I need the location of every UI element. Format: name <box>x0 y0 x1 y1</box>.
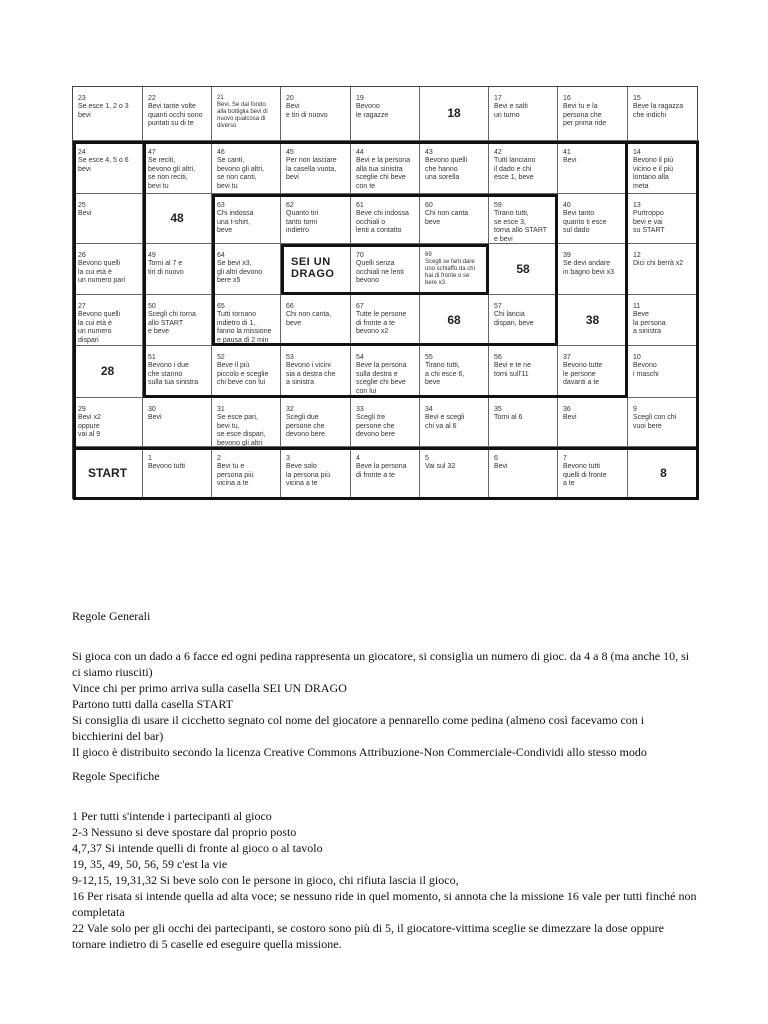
general-rule: Si gioca con un dado a 6 facce ed ogni pedina rappresenta un giocatore, si consiglia un numero di gioc. da 4 a 8 (ma anche 10, si ci siamo riusciti) <box>72 649 690 679</box>
specific-rule: 1 Per tutti s'intende i partecipanti al gioco <box>72 809 272 823</box>
board-square: 68 <box>420 295 489 346</box>
board-square: 7 Bevono tutti quelli di fronte a te <box>558 447 628 500</box>
board-square: 31 Se esce pari, bevi tu, se esce dispari, bevono gli altri <box>212 398 281 447</box>
board-square: 8 <box>660 466 667 481</box>
board-square: 4 Beve la persona di fronte a te <box>351 447 420 500</box>
specific-rule: 9-12,15, 19,31,32 Si beve solo con le persone in gioco, chi rifiuta lascia il gioco, <box>72 873 459 887</box>
specific-rule: 22 Vale solo per gli occhi dei partecipanti, se costoro sono più di 5, il giocatore-vittima sceglie se dimezzare la dose oppure tornare indietro di 5 caselle ed eseguire quella missione. <box>72 921 664 951</box>
general-rule: Vince chi per primo arriva sulla casella SEI UN DRAGO <box>72 681 347 695</box>
board-square: 49 Torni al 7 e tiri di nuovo <box>143 244 212 295</box>
board-square: 39 Se devi andare in bagno bevi x3 <box>558 244 628 295</box>
board-square: 33 Scegli tre persone che devono bere <box>351 398 420 447</box>
board-square: 52 Beve il più piccolo e sceglie chi beve con lui <box>212 346 281 398</box>
board-square: 12 Dici chi berrà x2 <box>628 244 699 295</box>
general-rule: Il gioco è distribuito secondo la licenza Creative Commons Attribuzione-Non Commerciale-Condividi allo stesso modo <box>72 745 647 759</box>
board-square: 10 Bevono i maschi <box>628 346 699 398</box>
specific-rule: 4,7,37 Si intende quelli di fronte al gioco o al tavolo <box>72 841 323 855</box>
board-square: 45 Per non lasciare la casella vuota, bevi <box>281 141 351 194</box>
board-square: 54 Beve la persona sulla destra e sceglie chi beve con lui <box>351 346 420 398</box>
board-square: 53 Bevono i vicini sia a destra che a sinistra <box>281 346 351 398</box>
board-square: 62 Quanto tiri tanto torni indietro <box>281 194 351 244</box>
board-square: 29 Bevi x2 oppure vai al 9 <box>73 398 143 447</box>
board-square: 64 Se bevi x3, gli altri devono bere x5 <box>212 244 281 295</box>
board-square: 38 <box>558 295 628 346</box>
board-square: 2 Bevi tu e persona più vicina a te <box>212 447 281 500</box>
board-square: 25 Bevi <box>73 194 143 244</box>
board-square: 50 Scegli chi torna allo START e beve <box>143 295 212 346</box>
board-square: 58 <box>489 244 558 295</box>
board-square: 28 <box>73 346 143 398</box>
board-square: 9 Scegli con chi vuoi bere <box>628 398 699 447</box>
board-square: 22 Bevi tante volte quanti occhi sono puntati su di te <box>143 87 212 141</box>
board-square: 34 Bevi e scegli chi va al 6 <box>420 398 489 447</box>
general-rules-heading: Regole Generali <box>72 609 151 623</box>
board-square: START <box>73 447 143 500</box>
board-square: 43 Bevono quelli che hanno una sorella <box>420 141 489 194</box>
board-square: 57 Chi lancia dispari, beve <box>489 295 558 346</box>
board-square: 6 Bevi <box>489 447 558 500</box>
board-square: 44 Bevi e la persona alla tua sinistra sceglie chi beve con te <box>351 141 420 194</box>
board-square: 24 Se esce 4, 5 o 6 bevi <box>73 141 143 194</box>
general-rule: Partono tutti dalla casella START <box>72 697 233 711</box>
board-square: 18 <box>420 87 489 141</box>
board-square: 42 Tutti lanciano il dado e chi esce 1, beve <box>489 141 558 194</box>
board-square: 32 Scegli due persone che devono bere <box>281 398 351 447</box>
board-square: 27 Bevono quelli la cui età è un numero dispari <box>73 295 143 346</box>
board-square: 20 Bevi e tiri di nuovo <box>281 87 351 141</box>
board-square: 30 Bevi <box>143 398 212 447</box>
board-square: 19 Bevono le ragazze <box>351 87 420 141</box>
board-square: 15 Beve la ragazza che indichi <box>628 87 699 141</box>
board-square: 63 Chi indossa una t-shirt, beve <box>212 194 281 244</box>
specific-rule: 19, 35, 49, 50, 56, 59 c'est la vie <box>72 857 228 871</box>
specific-rules-list <box>72 808 698 952</box>
board-square: 48 <box>143 194 212 244</box>
board-square: 35 Torni al 6 <box>489 398 558 447</box>
board-square: 11 Beve la persona a sinistra <box>628 295 699 346</box>
board-square: 59 Tirano tutti, se esce 3, torna allo START e bevi <box>489 194 558 244</box>
board-square: 60 Chi non canta beve <box>420 194 489 244</box>
specific-rules-heading: Regole Specifiche <box>72 769 160 783</box>
specific-rule: 2-3 Nessuno si deve spostare dal proprio posto <box>72 825 297 839</box>
board-square: 36 Bevi <box>558 398 628 447</box>
board-square: 13 Purtroppo bevi e vai su START <box>628 194 699 244</box>
board-square: 26 Bevono quelli la cui età è un numero pari <box>73 244 143 295</box>
board-square: 51 Bevono i due che stanno sulla tua sinistra <box>143 346 212 398</box>
general-rules-list <box>72 648 698 760</box>
board-square: 67 Tutte le persone di fronte a te bevono x2 <box>351 295 420 346</box>
board-square: 23 Se esce 1, 2 o 3 bevi <box>73 87 143 141</box>
board-square: 40 Bevi tanto quanto ti esce sul dado <box>558 194 628 244</box>
board-square: 3 Beve solo la persona più vicina a te <box>281 447 351 500</box>
board-square: 16 Bevi tu e la persona che per prima ride <box>558 87 628 141</box>
game-board <box>72 86 698 499</box>
board-square: 17 Bevi e salti un turno <box>489 87 558 141</box>
board-square: 66 Chi non canta, beve <box>281 295 351 346</box>
board-square: 5 Vai sul 32 <box>420 447 489 500</box>
board-square: 46 Se canti, bevono gli altri, se non canti, bevi tu <box>212 141 281 194</box>
board-square: 1 Bevono tutti <box>143 447 212 500</box>
board-square: 65 Tutti tornano indietro di 1, fanno la missione e pausa di 2 min <box>212 295 281 346</box>
board-square: 14 Bevono il più vicino e il più lontano alla meta <box>628 141 699 194</box>
board-square: SEI UN DRAGO <box>281 244 351 295</box>
board-square: 55 Tirano tutti, a chi esce 6, beve <box>420 346 489 398</box>
board-square: 41 Bevi <box>558 141 628 194</box>
board-square: 61 Beve chi indossa occhiali o lenti a contatto <box>351 194 420 244</box>
board-square: 21 Bevi. Se dai fondo alla bottiglia bevi di nuovo qualcosa di diverso <box>212 87 281 141</box>
specific-rule: 16 Per risata si intende quella ad alta voce; se nessuno ride in quel momento, si annota che la missione 16 vale per tutti finché non completata <box>72 889 697 919</box>
board-square: 37 Bevono tutte le persone davanti a te <box>558 346 628 398</box>
general-rule: Si consiglia di usare il cicchetto segnato col nome del giocatore a pennarello come pedina (almeno così facevamo con i bicchierini del bar) <box>72 713 645 743</box>
board-square: 69 Scegli se farti dare uno schiaffo da chi hai di fronte o se bere x3 <box>420 244 489 295</box>
board-square: 47 Se reciti, bevono gli altri, se non reciti, bevi tu <box>143 141 212 194</box>
rules-text <box>72 608 698 952</box>
board-square: 70 Quelli senza occhiali ne lenti bevono <box>351 244 420 295</box>
board-square: 56 Bevi e te ne torni sull'11 <box>489 346 558 398</box>
